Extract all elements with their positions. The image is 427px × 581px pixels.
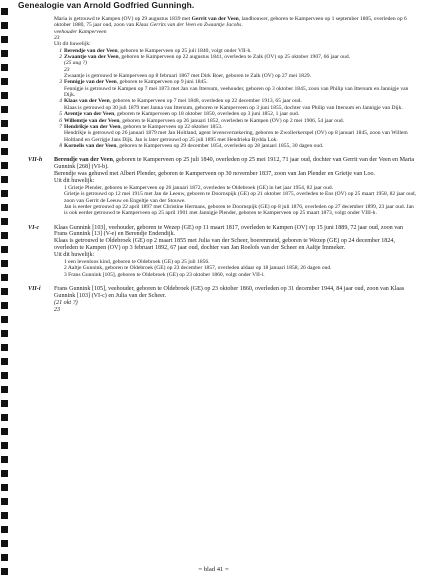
section-label: VII-i: [28, 286, 41, 293]
binder-hole: [1, 106, 8, 113]
child-name: Willemtje van der Veen: [64, 117, 120, 124]
section-heading: Frans Gunnink [105], veehouder, geboren te Oldebroek (GE) op 23 oktober 1860, overleden op 31 december 1944, 84 jaar oud, zoon van Klaas Gunnink [103] (VI-c) en Julia van der Scheer.: [54, 286, 405, 300]
binder-hole: [1, 344, 8, 351]
child-name: Berendje van der Veen: [64, 47, 118, 54]
child-text: , geboren te Kamperveen op 26 januari 1852, overleden te Kampen (OV) op 2 mei 1906, 54 jaar oud.: [119, 117, 345, 124]
child-number: 5: [59, 111, 62, 118]
binder-hole: [1, 470, 8, 477]
binder-holes: [0, 0, 10, 581]
binder-hole: [1, 176, 8, 183]
section-vi-c: [28, 224, 416, 279]
child-number: 1: [59, 47, 62, 54]
page-title: Genealogie van Arnold Godfried Gunningh.: [18, 0, 195, 10]
binder-hole: [1, 22, 8, 29]
child-marriage: Fennigje is getrouwd te Kampen op 7 mei 1873 met Jan van Ittersum, veehouder, geboren op 3 oktober 1845, zoon van Philip van Ittersum en Jannigje van Dijk.: [64, 85, 409, 99]
binder-hole: [1, 134, 8, 141]
binder-hole: [1, 526, 8, 533]
intro-note: veehouder Kamperveen: [54, 28, 107, 35]
child-text: , geboren te Kamperveen op 9 juni 1845.: [116, 79, 208, 86]
section-name: Berendje van der Veen: [54, 157, 113, 164]
child-text: , geboren te Kamperveen op 22 oktober 1853.: [120, 123, 223, 130]
intro-text-1: Maria is getrouwd te Kampen (OV) op 29 augustus 1839 met: [54, 16, 192, 22]
child-text: , geboren te Kamperveen op 7 mei 1848, overleden op 22 december 1913, 65 jaar oud.: [109, 98, 302, 105]
binder-hole: [1, 148, 8, 155]
section-heading: [54, 157, 416, 171]
binder-hole: [1, 274, 8, 281]
section-label: VI-c: [28, 224, 40, 231]
section-label: VII-h: [28, 157, 43, 164]
binder-hole: [1, 316, 8, 323]
children-header: Uit dit huwelijk:: [54, 252, 95, 259]
child-entry: 1 Grietje Plender, geboren te Kamperveen op 26 januari 1872, overleden te Oldebroek (GE) in het jaar 1954, 82 jaar oud.: [64, 184, 334, 191]
child-marriage: Grietje is getrouwd op 12 mei 1915 met Jan de Leeuw, geboren te Doornspijk (GE) op 21 oktober 1875, overleden te Ens (OV) op 25 maart 1958, 82 jaar oud, zoon van Gerrit de Leeuw en Engeltje van der Stouwe.: [64, 191, 416, 204]
binder-hole: [1, 456, 8, 463]
binder-hole: [1, 120, 8, 127]
child-text: , geboren te Kamperveen op 25 juli 1840, volgt onder VII-h.: [117, 47, 252, 54]
child-entry: 2 Aaltje Gunnink, geboren te Oldebroek (GE) op 23 december 1857, overleden aldaar op 18 januari 1858, 26 dagen oud.: [64, 265, 332, 272]
page-footer: = blad 41 =: [198, 566, 229, 573]
binder-hole: [1, 554, 8, 561]
section-note-2: 23: [54, 306, 61, 313]
binder-hole: [1, 232, 8, 239]
child-entry: 3 Frans Gunnink [105], geboren te Oldebroek (GE) op 23 oktober 1860, volgt onder VII-i.: [64, 271, 265, 278]
child-name: Kornelis van der Veen: [64, 142, 117, 149]
child-name: Zwaantje van der Veen: [64, 54, 119, 61]
binder-hole: [1, 260, 8, 267]
binder-hole: [1, 204, 8, 211]
child-note-2: 23: [64, 66, 70, 73]
child-text: , geboren te Kamperveen op 29 december 1854, overleden op 28 januari 1855, 30 dagen oud.: [116, 142, 324, 149]
section-text: , geboren te Kamperveen op 25 juli 1840, overleden op 25 mei 1912, 71 jaar oud, dochter van Gerrit van der Veen en Maria Gunnink [268] (VI-b).: [54, 157, 415, 171]
child-name: Hendrikje van der Veen: [64, 123, 121, 130]
binder-hole: [1, 288, 8, 295]
binder-hole: [1, 50, 8, 57]
intro-spouse: Gerrit van der Veen: [191, 16, 239, 22]
section-marriage: Klaas is getrouwd te Oldebroek (GE) op 2 maart 1855 met Julia van der Scheer, boerenmeid, geboren te Wezep (GE) op 24 december 1824, overleden te Kampen (OV) op 3 februari 1892, 67 jaar oud, dochter van Jan Roelofs van der Scheer en Aaltje Immeker.: [54, 238, 395, 252]
section-vii-i: [28, 286, 416, 314]
child-marriage: Jan is eerder getrouwd op 22 april 1897 met Christine Hermans, geboren te Doornspijk (GE) op 8 juli 1876, overleden op 27 december 1899, 23 jaar oud. Jan is ook eerder getrouwd te Kamperveen op 25 april 1901 met Jannigje Plender, geboren te Kamperveen op 25 maart 1873, volgt onder VIII-h.: [64, 203, 414, 217]
children-header: Uit dit huwelijk:: [54, 177, 95, 184]
child-number: 2: [59, 54, 62, 61]
binder-hole: [1, 302, 8, 309]
binder-hole: [1, 36, 8, 43]
section-vii-h: [28, 157, 416, 217]
intro-text-2: , landbouwer, geboren te Kamperveen op 1 september 1805, overleden op 6 oktober 1880, 75 jaar oud, zoon van: [54, 16, 407, 29]
child-marriage: Zwaantje is getrouwd te Kamperveen op 8 februari 1867 met Dirk Boer, geboren te Zalk (OV) op 27 mei 1829.: [64, 73, 312, 80]
child-marriage: Hendrikje is getrouwd op 26 januari 1879 met Jan Holtland, agent levensverzekering, geboren te Zwollerkerspel (OV) op 8 januari 1845, zoon van Willem Holtland en Gerrigje Jans Dijk. Jan is later getrouwd op 25 juli 1895 met Hendrieka Bydda Lok.: [64, 130, 408, 143]
intro-parents: Klaas Gerrits van der Veen en Zwaantje Jacobs: [135, 22, 242, 29]
binder-hole: [1, 400, 8, 407]
binder-hole: [1, 386, 8, 393]
child-name: Arentje van der Veen: [64, 111, 115, 118]
binder-hole: [1, 484, 8, 491]
child-number: 3: [59, 79, 62, 86]
child-entry: [54, 79, 416, 85]
binder-hole: [1, 498, 8, 505]
child-number: 8: [59, 142, 62, 149]
child-number: 6: [59, 117, 62, 124]
child-text: , geboren te Kamperveen op 22 augustus 1841, overleden te Zalk (OV) op 25 oktober 1907, 66 jaar oud.: [118, 54, 350, 61]
child-marriage: Klaas is getrouwd op 30 juli 1879 met Janna van Ittersum, geboren te Kamperveen op 3 juni 1855, dochter van Philip van Ittersum en Jannigje van Dijk.: [64, 104, 403, 111]
binder-hole: [1, 358, 8, 365]
page-content: [28, 16, 416, 314]
binder-hole: [1, 512, 8, 519]
binder-hole: [1, 162, 8, 169]
child-number: 4: [59, 98, 62, 105]
binder-hole: [1, 64, 8, 71]
binder-hole: [1, 218, 8, 225]
binder-hole: [1, 330, 8, 337]
section-note: (21 okt ?): [54, 299, 78, 306]
child-entry: [54, 98, 416, 104]
child-entry: [54, 143, 416, 149]
binder-hole: [1, 414, 8, 421]
binder-hole: [1, 8, 8, 15]
binder-hole: [1, 190, 8, 197]
binder-hole: [1, 92, 8, 99]
child-name: Fennigje van der Veen: [64, 79, 117, 86]
child-entry: 1 een levenloos kind, geboren te Oldebroek (GE) op 25 juli 1856.: [64, 259, 210, 266]
binder-hole: [1, 372, 8, 379]
binder-hole: [1, 428, 8, 435]
child-number: 7: [59, 123, 62, 130]
binder-hole: [1, 540, 8, 547]
binder-hole: [1, 246, 8, 253]
child-entry: [54, 124, 416, 130]
intro-note-2: 23: [54, 35, 60, 42]
child-entry: [54, 54, 416, 60]
child-note: (25 aug ?): [64, 60, 88, 67]
intro-paragraph: Maria is getrouwd te Kampen (OV) op 29 augustus 1839 met Gerrit van der Veen, landbouwer, geboren te Kamperveen op 1 september 1805, overleden op 6 oktober 1880, 75 jaar oud, zoon van Klaas Gerrits van der Veen en Zwaantje Jacobs.: [54, 16, 407, 29]
child-text: , geboren te Kamperveen op 18 oktober 1850, overleden op 3 juni 1852, 1 jaar oud.: [114, 111, 300, 118]
section-heading: Klaas Gunnink [103], veehouder, geboren te Wezep (GE) op 11 maart 1817, overleden te Kampen (OV) op 15 juni 1889, 72 jaar oud, zoon van Frans Gunnink [13] (V-e) en Berendje Endendijk.: [54, 224, 404, 238]
binder-hole: [1, 78, 8, 85]
binder-hole: [1, 442, 8, 449]
children-header: Uit dit huwelijk:: [54, 41, 91, 48]
section-marriage: Berendje was gehuwd met Albert Plender, geboren te Kamperveen op 30 november 1837, zoon van Jan Plender en Grietje van Loo.: [54, 171, 376, 178]
child-name: Klaas van der Veen: [64, 98, 110, 105]
